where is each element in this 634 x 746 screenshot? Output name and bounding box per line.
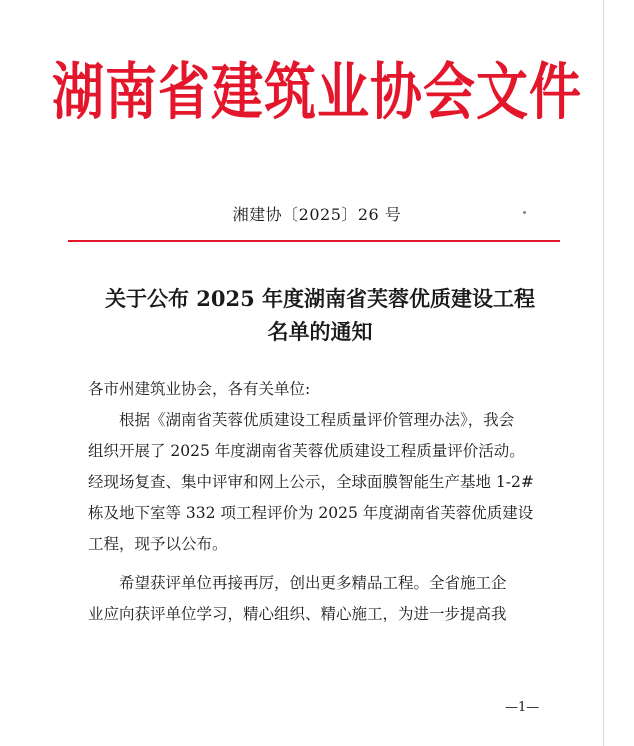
paragraph-2-line-2: 业应向获评单位学习，精心组织、精心施工，为进一步提高我 — [88, 605, 507, 623]
paragraph-1-line-2: 组织开展了 2025 年度湖南省芙蓉优质建设工程质量评价活动。 — [88, 442, 525, 460]
red-divider-rule — [68, 240, 560, 242]
notice-title — [60, 282, 580, 348]
paragraph-2-line-1: 希望获评单位再接再厉，创出更多精品工程。全省施工企 — [119, 574, 507, 592]
page-number: —1— — [505, 700, 540, 715]
scan-speck — [523, 211, 526, 214]
paragraph-1-line-4: 栋及地下室等 332 项工程评价为 2025 年度湖南省芙蓉优质建设 — [88, 504, 534, 522]
paragraph-1-line-1: 根据《湖南省芙蓉优质建设工程质量评价管理办法》，我会 — [119, 411, 515, 429]
paragraph-1-line-3: 经现场复查、集中评审和网上公示，全球面膜智能生产基地 1-2# — [88, 473, 534, 491]
notice-title-line-2: 名单的通知 — [267, 319, 373, 344]
notice-body — [88, 374, 558, 630]
document-number: 湘建协〔2025〕26 号 — [232, 205, 402, 224]
salutation: 各市州建筑业协会，各有关单位: — [88, 380, 311, 398]
masthead-title: 湖南省建筑业协会文件 — [51, 57, 582, 129]
paragraph-1-line-5: 工程，现予以公布。 — [88, 535, 228, 553]
notice-title-line-1: 关于公布 2025 年度湖南省芙蓉优质建设工程 — [104, 286, 536, 311]
